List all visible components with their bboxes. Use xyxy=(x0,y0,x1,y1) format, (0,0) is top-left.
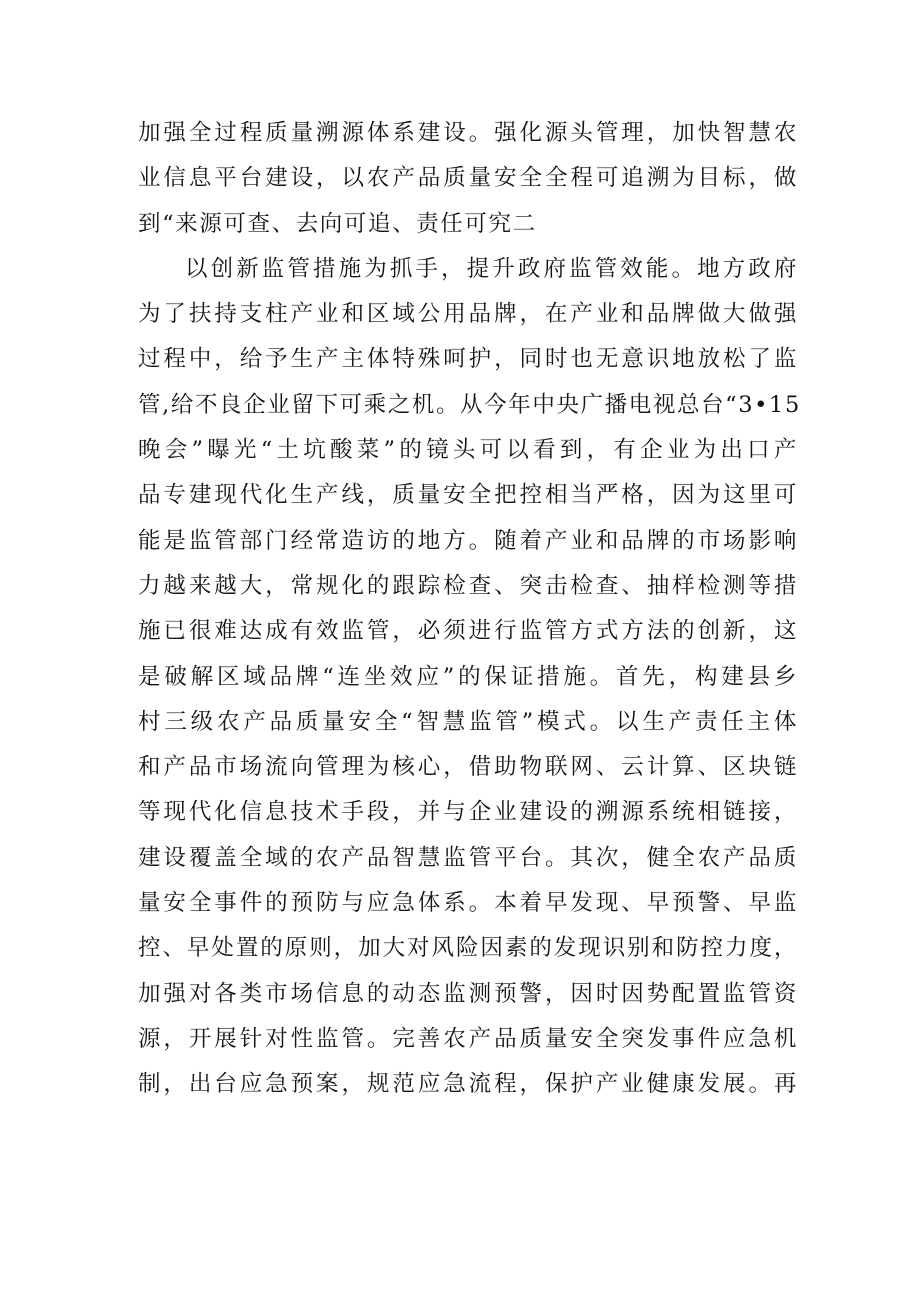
text-line: 到“来源可查、去向可追、责任可究二 xyxy=(138,210,537,237)
text-line: 量安全事件的预防与应急体系。本着早发现、早预警、早监 xyxy=(138,890,798,917)
text-line: 加强全过程质量溯源体系建设。强化源头管理，加快智慧农 xyxy=(138,120,798,146)
text-line: 晚会”曝光“土坑酸菜”的镜头可以看到，有企业为出口产 xyxy=(138,437,798,464)
text-line: 力越来越大，常规化的跟踪检查、突击检查、抽样检测等措 xyxy=(138,572,798,599)
text-line: 施已很难达成有效监管，必须进行监管方式方法的创新，这 xyxy=(138,618,798,645)
text-line: 为了扶持支柱产业和区域公用品牌，在产业和品牌做大做强 xyxy=(138,301,798,328)
text-line: 等现代化信息技术手段，并与企业建设的溯源系统相链接， xyxy=(138,799,798,826)
text-line: 是破解区域品牌“连坐效应”的保证措施。首先，构建县乡 xyxy=(138,663,798,690)
text-line: 和产品市场流向管理为核心，借助物联网、云计算、区块链 xyxy=(138,754,798,781)
text-line: 品专建现代化生产线，质量安全把控相当严格，因为这里可 xyxy=(138,482,798,509)
text-line: 加强对各类市场信息的动态监测预警，因时因势配置监管资 xyxy=(138,980,798,1007)
text-line: 制，出台应急预案，规范应急流程，保护产业健康发展。再 xyxy=(138,1071,798,1098)
text-line: 过程中，给予生产主体特殊呵护，同时也无意识地放松了监 xyxy=(138,346,798,373)
text-line: 源，开展针对性监管。完善农产品质量安全突发事件应急机 xyxy=(138,1025,798,1052)
body-text xyxy=(138,111,801,1108)
text-line: 能是监管部门经常造访的地方。随着产业和品牌的市场影响 xyxy=(138,527,798,554)
text-line: 建设覆盖全域的农产品智慧监管平台。其次，健全农产品质 xyxy=(138,844,798,871)
text-line: 业信息平台建设，以农产品质量安全全程可追溯为目标，做 xyxy=(138,165,798,192)
text-line: 村三级农产品质量安全“智慧监管”模式。以生产责任主体 xyxy=(138,708,798,735)
text-line: 控、早处置的原则，加大对风险因素的发现识别和防控力度， xyxy=(138,935,798,962)
text-line: 以创新监管措施为抓手，提升政府监管效能。地方政府 xyxy=(185,255,798,282)
text-line: 管,给不良企业留下可乘之机。从今年中央广播电视总台“3•15 xyxy=(138,391,801,418)
